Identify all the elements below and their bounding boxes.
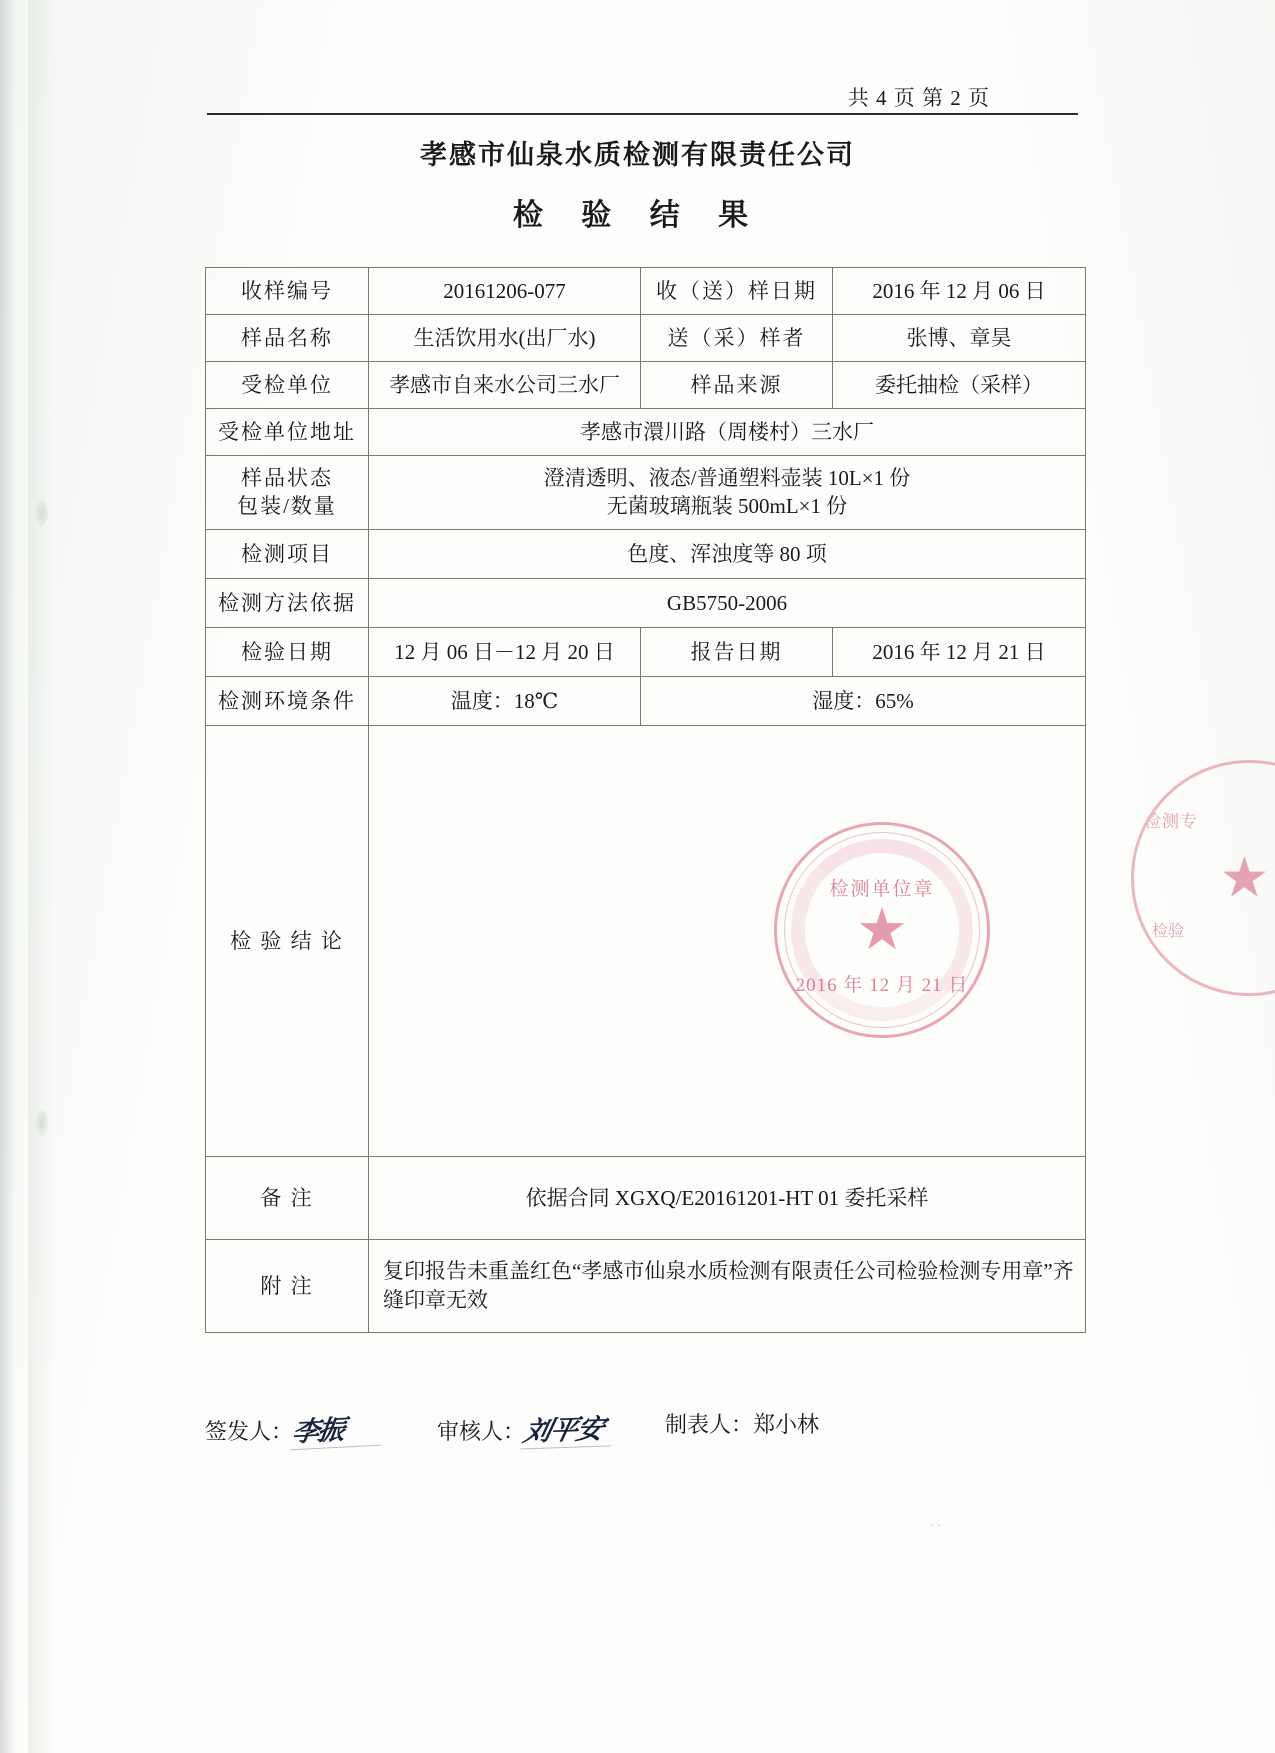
seal-inner-ring: [784, 832, 980, 1028]
environment-temperature: 温度：18℃: [369, 676, 641, 725]
page-indicator: 共 4 页 第 2 页: [847, 86, 990, 110]
table-row: [206, 529, 1086, 578]
page-title: 检 验 结 果: [512, 198, 763, 233]
seal-ring-text: [791, 839, 973, 1021]
seal-date-text: 2016 年 12 月 21 日: [795, 975, 969, 997]
report-date-label: 报告日期: [641, 627, 833, 676]
test-date-label: 检验日期: [206, 627, 369, 676]
sender-value: 张博、章昊: [833, 315, 1086, 362]
header-divider: [207, 113, 1078, 115]
sample-name-value: 生活饮用水(出厂水): [369, 315, 641, 362]
scan-artifact: · ·: [930, 1518, 941, 1532]
edge-seal-text-bottom: 检验: [1152, 923, 1185, 940]
sample-state-label-line1: 样品状态: [241, 466, 333, 490]
signature-row: [205, 1400, 1085, 1460]
inspected-unit-value: 孝感市自来水公司三水厂: [369, 362, 641, 409]
sample-source-label: 样品来源: [641, 362, 833, 409]
test-method-label: 检测方法依据: [206, 578, 369, 627]
inspection-result-table: [205, 267, 1086, 1333]
sample-name-label: 样品名称: [206, 315, 369, 362]
test-items-label: 检测项目: [206, 529, 369, 578]
official-seal-stamp: [774, 822, 990, 1038]
table-row: [206, 1156, 1086, 1239]
table-row: [206, 315, 1086, 362]
test-method-value: GB5750-2006: [369, 578, 1086, 627]
issuer-signature: 李振: [290, 1406, 386, 1451]
sample-state-value: [369, 456, 1086, 530]
conclusion-label: 检 验 结 论: [206, 725, 369, 1156]
table-row: [206, 456, 1086, 530]
table-row: [206, 676, 1086, 725]
seal-center-label: 检测单位章: [829, 877, 935, 900]
table-row: [206, 578, 1086, 627]
issuer-signature-group: [205, 1408, 383, 1448]
remark-label: 备 注: [206, 1156, 369, 1239]
edge-seal-text-top: 检测专: [1144, 812, 1198, 831]
inspected-unit-label: 受检单位: [206, 362, 369, 409]
report-date-value: 2016 年 12 月 21 日: [833, 627, 1086, 676]
sender-label: 送（采）样者: [641, 315, 833, 362]
reviewer-signature: 刘平安: [520, 1406, 619, 1449]
receive-date-label: 收（送）样日期: [641, 268, 833, 315]
star-icon: ★: [1219, 847, 1270, 910]
receive-date-value: 2016 年 12 月 06 日: [833, 268, 1086, 315]
table-row-conclusion: [206, 725, 1086, 1156]
company-name: 孝感市仙泉水质检测有限责任公司: [420, 140, 855, 171]
environment-humidity: 湿度：65%: [641, 676, 1086, 725]
test-items-value: 色度、浑浊度等 80 项: [369, 529, 1086, 578]
table-row: [206, 1239, 1086, 1332]
reviewer-label: 审核人：: [437, 1419, 526, 1444]
sample-state-label-line2: 包装/数量: [237, 494, 337, 519]
sample-source-value: 委托抽检（采样）: [833, 362, 1086, 409]
table-row: [206, 627, 1086, 676]
table-row: [206, 362, 1086, 409]
sample-state-label: [206, 456, 369, 530]
star-icon: ★: [856, 896, 908, 962]
maker-signature-group: [665, 1408, 819, 1439]
sample-state-value-line2: 无菌玻璃瓶装 500mL×1 份: [606, 494, 848, 519]
test-date-value: 12 月 06 日－12 月 20 日: [369, 627, 641, 676]
unit-address-value: 孝感市澴川路（周楼村）三水厂: [369, 409, 1086, 456]
issuer-label: 签发人：: [205, 1419, 294, 1444]
maker-label: 制表人：: [665, 1412, 754, 1437]
sample-no-label: 收样编号: [206, 268, 369, 315]
sample-no-value: 20161206-077: [369, 268, 641, 315]
reviewer-signature-group: [437, 1408, 615, 1448]
table-row: [206, 268, 1086, 315]
appendix-value: 复印报告未重盖红色“孝感市仙泉水质检测有限责任公司检验检测专用章”齐缝印章无效: [369, 1239, 1086, 1332]
table-row: [206, 409, 1086, 456]
sample-state-value-line1: 澄清透明、液态/普通塑料壶装 10L×1 份: [543, 466, 911, 490]
conclusion-value-area: [369, 725, 1086, 1156]
appendix-label: 附 注: [206, 1239, 369, 1332]
remark-value: 依据合同 XGXQ/E20161201-HT 01 委托采样: [369, 1156, 1086, 1239]
unit-address-label: 受检单位地址: [206, 409, 369, 456]
maker-name: 郑小林: [753, 1412, 820, 1437]
environment-label: 检测环境条件: [206, 676, 369, 725]
edge-seal-stamp: [1131, 760, 1275, 996]
